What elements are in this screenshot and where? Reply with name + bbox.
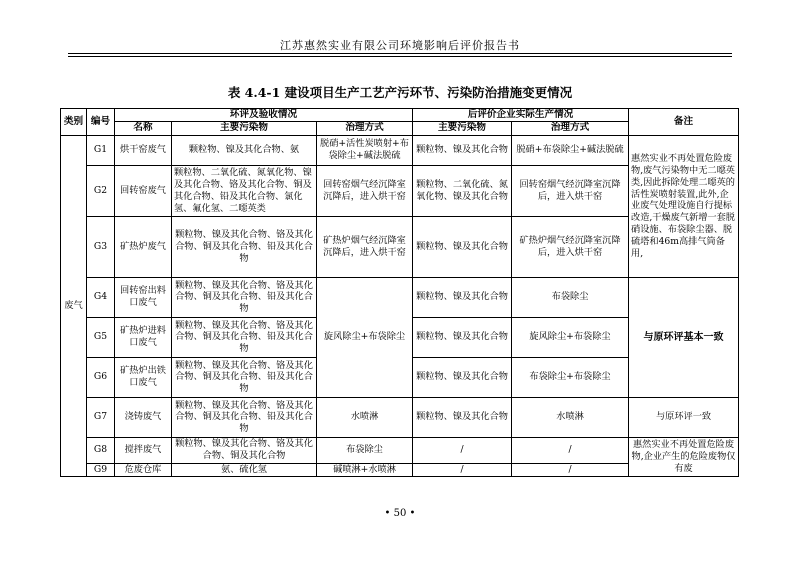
remarks-g8-g9: 惠然实业不再处置危险废物,企业产生的危险废物仅有废 <box>629 437 739 476</box>
row-pollutants: 颗粒物、镍及其化合物、铬及其化合物、铜及其化合物、铅及其化合物 <box>172 357 317 397</box>
row-treatment: 脱硝+活性炭喷射+布袋除尘+碱法脱硫 <box>317 135 413 165</box>
row-actual-pollutants: 颗粒物、镍及其化合物 <box>413 317 512 357</box>
row-actual-pollutants: 颗粒物、镍及其化合物 <box>413 135 512 165</box>
row-name: 烘干窑废气 <box>115 135 172 165</box>
row-pollutants: 颗粒物、镍及其化合物、铬及其化合物、铜及其化合物、铅及其化合物 <box>172 317 317 357</box>
row-actual-treatment: / <box>512 463 629 476</box>
row-id: G9 <box>87 463 115 476</box>
page-number: • 50 • <box>384 508 416 519</box>
table-title: 表 4.4-1 建设项目生产工艺产污环节、污染防治措施变更情况 <box>227 85 573 100</box>
row-name: 浇铸废气 <box>115 397 172 437</box>
document-header: 江苏惠然实业有限公司环境影响后评价报告书 <box>280 39 520 52</box>
header-rule-thin <box>68 56 732 57</box>
row-actual-treatment: 矿热炉烟气经沉降室沉降后，进入烘干窑 <box>512 216 629 277</box>
row-actual-pollutants: 颗粒物、二氧化硫、氮氧化物、镍及其化合物 <box>413 165 512 216</box>
row-pollutants: 颗粒物、镍及其化合物、铬及其化合物、铜及其化合物、铅及其化合物 <box>172 277 317 317</box>
header-name: 名称 <box>115 122 172 135</box>
row-name: 矿热炉进料口废气 <box>115 317 172 357</box>
row-pollutants: 颗粒物、镍及其化合物、铬及其化合物、铜及其化合物、铅及其化合物 <box>172 397 317 437</box>
row-actual-pollutants: 颗粒物、镍及其化合物 <box>413 357 512 397</box>
header-remarks: 备注 <box>629 109 739 136</box>
row-actual-pollutants: 颗粒物、镍及其化合物 <box>413 216 512 277</box>
row-pollutants: 氨、硫化氢 <box>172 463 317 476</box>
row-name: 搅拌废气 <box>115 437 172 463</box>
row-id: G8 <box>87 437 115 463</box>
header-treatment: 治理方式 <box>317 122 413 135</box>
row-id: G5 <box>87 317 115 357</box>
row-name: 危废仓库 <box>115 463 172 476</box>
row-id: G4 <box>87 277 115 317</box>
row-id: G6 <box>87 357 115 397</box>
row-actual-treatment: 布袋除尘+布袋除尘 <box>512 357 629 397</box>
row-actual-treatment: 脱硝+布袋除尘+碱法脱硫 <box>512 135 629 165</box>
row-actual-treatment: 水喷淋 <box>512 397 629 437</box>
remarks-g7: 与原环评一致 <box>629 397 739 437</box>
row-treatment: 水喷淋 <box>317 397 413 437</box>
row-id: G1 <box>87 135 115 165</box>
header-actual-treatment: 治理方式 <box>512 122 629 135</box>
row-actual-pollutants: 颗粒物、镍及其化合物 <box>413 277 512 317</box>
row-id: G2 <box>87 165 115 216</box>
table-row <box>61 437 739 463</box>
header-number: 编号 <box>87 109 115 136</box>
header-rule <box>68 53 732 54</box>
row-name: 回转窑废气 <box>115 165 172 216</box>
merged-treatment-g4-g6: 旋风除尘+布袋除尘 <box>317 277 413 397</box>
row-pollutants: 颗粒物、镍及其化合物、氨 <box>172 135 317 165</box>
table-row <box>61 397 739 437</box>
row-actual-treatment: / <box>512 437 629 463</box>
row-id: G7 <box>87 397 115 437</box>
row-actual-treatment: 布袋除尘 <box>512 277 629 317</box>
row-actual-pollutants: 颗粒物、镍及其化合物 <box>413 397 512 437</box>
row-id: G3 <box>87 216 115 277</box>
row-treatment: 矿热炉烟气经沉降室沉降后，进入烘干窑 <box>317 216 413 277</box>
row-actual-pollutants: / <box>413 437 512 463</box>
row-pollutants: 颗粒物、镍及其化合物、铬及其化合物、铜及其化合物 <box>172 437 317 463</box>
header-actual-pollutants: 主要污染物 <box>413 122 512 135</box>
row-actual-pollutants: / <box>413 463 512 476</box>
row-treatment: 碱喷淋+水喷淋 <box>317 463 413 476</box>
remarks-g4-g6: 与原环评基本一致 <box>629 277 739 397</box>
table-row <box>61 135 739 165</box>
remarks-g1-g3: 惠然实业不再处置危险废物,废气污染物中无二噁英类,因此拆除处理二噁英的活性炭喷射装置,此外,企业废气处理设施自行提标改造,干燥废气新增一套脱硝设施、布袋除尘器、脱硫塔和46m高排气筒备用, <box>629 135 739 277</box>
row-name: 矿热炉出铁口废气 <box>115 357 172 397</box>
header-category: 类别 <box>61 109 87 136</box>
row-pollutants: 颗粒物、镍及其化合物、铬及其化合物、铜及其化合物、铅及其化合物 <box>172 216 317 277</box>
row-name: 回转窑出料口废气 <box>115 277 172 317</box>
header-pollutants: 主要污染物 <box>172 122 317 135</box>
row-name: 矿热炉废气 <box>115 216 172 277</box>
row-actual-treatment: 回转窑烟气经沉降室沉降后，进入烘干窑 <box>512 165 629 216</box>
row-treatment: 回转窑烟气经沉降室沉降后，进入烘干窑 <box>317 165 413 216</box>
row-actual-treatment: 旋风除尘+布袋除尘 <box>512 317 629 357</box>
row-pollutants: 颗粒物、二氧化硫、氮氧化物、镍及其化合物、铬及其化合物、铜及其化合物、铅及其化合物、氯化氢、氟化氢、二噁英类 <box>172 165 317 216</box>
change-table <box>60 108 739 477</box>
table-row <box>61 277 739 317</box>
category-cell: 废气 <box>61 135 87 476</box>
header-env-group: 环评及验收情况 <box>115 109 413 122</box>
header-actual-group: 后评价企业实际生产情况 <box>413 109 629 122</box>
row-treatment: 布袋除尘 <box>317 437 413 463</box>
